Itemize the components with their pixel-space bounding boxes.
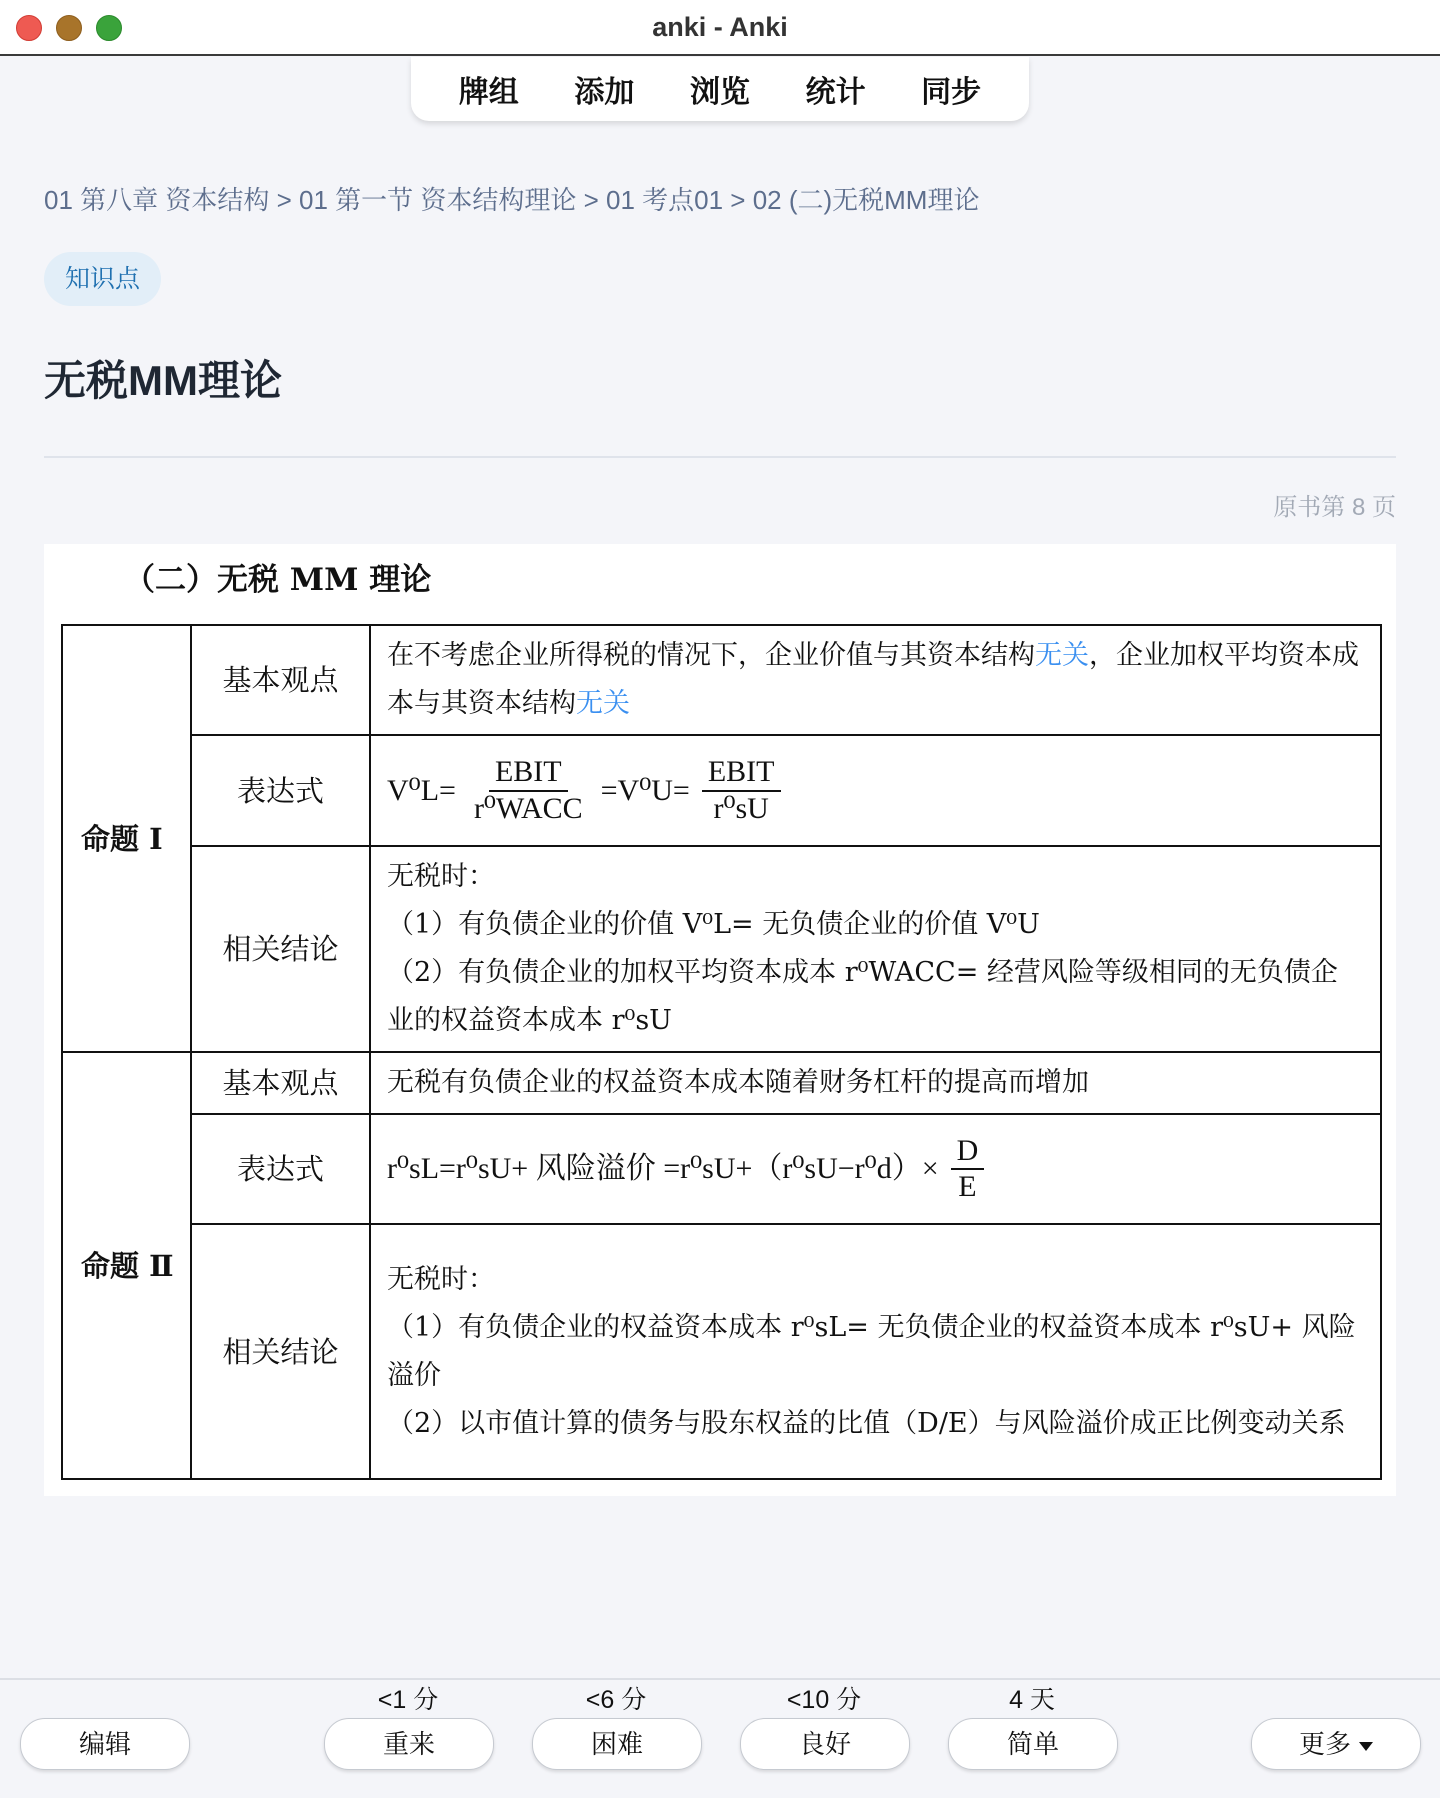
row-label-conclusion: 相关结论 <box>191 1224 370 1479</box>
prop1-conclusion <box>370 846 1381 1052</box>
window-titlebar <box>0 0 1440 56</box>
prop1-basic-text-2: ，企业加权平均资本成本与其资本结构 <box>387 640 1359 719</box>
proposition-2-label: 命题 Ⅱ <box>62 1052 191 1479</box>
good-interval: <10 分 <box>786 1686 862 1714</box>
card-tag: 知识点 <box>44 252 161 306</box>
row-label-expression: 表达式 <box>191 735 370 846</box>
conclusion-line: （2）以市值计算的债务与股东权益的比值（D/E）与风险溢价成正比例变动关系 <box>387 1407 1346 1439</box>
textbook-scan <box>44 544 1396 1496</box>
table-row <box>62 625 1381 735</box>
card-title: 无税MM理论 <box>44 357 282 404</box>
easy-button[interactable]: 简单 <box>948 1718 1118 1770</box>
prop2-basic-view: 无税有负债企业的权益资本成本随着财务杠杆的提高而增加 <box>370 1052 1381 1114</box>
conclusion-line: （2）有负债企业的加权平均资本成本 r⁰WACC= 经营风险等级相同的无负债企业的权益资本成本 r⁰sU <box>387 957 1338 1036</box>
breadcrumb: 01 第八章 资本结构 > 01 第一节 资本结构理论 > 01 考点01 > 02 (二)无税MM理论 <box>44 185 980 215</box>
row-label-basic-view: 基本观点 <box>191 625 370 735</box>
row-label-conclusion: 相关结论 <box>191 846 370 1052</box>
fraction-numerator: EBIT <box>489 755 568 792</box>
row-label-basic-view: 基本观点 <box>191 1052 370 1114</box>
prop1-expression <box>370 735 1381 846</box>
row-label-expression: 表达式 <box>191 1114 370 1224</box>
proposition-1-label: 命题 Ⅰ <box>62 625 191 1052</box>
mm-theory-table <box>61 624 1382 1480</box>
fraction-numerator: EBIT <box>702 755 781 792</box>
prop2-conclusion <box>370 1224 1381 1479</box>
table-row <box>62 735 1381 846</box>
prop2-expression <box>370 1114 1381 1224</box>
prop1-basic-view <box>370 625 1381 735</box>
scan-title: （二）无税 MM 理论 <box>124 562 432 598</box>
again-interval: <1 分 <box>377 1686 439 1714</box>
edit-button[interactable]: 编辑 <box>20 1718 190 1770</box>
conclusion-line: 无税时： <box>387 861 495 892</box>
fraction-denominator: r⁰WACC <box>473 791 583 825</box>
caret-down-icon <box>1359 1742 1373 1751</box>
conclusion-line: （1）有负债企业的权益资本成本 r⁰sL= 无负债企业的权益资本成本 r⁰sU+ 风险溢价 <box>387 1311 1356 1391</box>
nav-add[interactable]: 添加 <box>574 76 635 109</box>
more-button[interactable] <box>1251 1718 1421 1770</box>
prop1-basic-highlight-1: 无关 <box>1035 640 1089 671</box>
fraction-ebit-rsu <box>702 755 781 826</box>
easy-interval: 4 天 <box>1009 1686 1055 1714</box>
hard-button[interactable]: 困难 <box>532 1718 702 1770</box>
nav-stats[interactable]: 统计 <box>805 76 866 109</box>
fraction-ebit-wacc <box>468 755 589 826</box>
fraction-denominator: E <box>958 1170 977 1203</box>
again-button[interactable]: 重来 <box>324 1718 494 1770</box>
nav-sync[interactable]: 同步 <box>921 76 982 109</box>
hard-interval: <6 分 <box>585 1686 647 1714</box>
table-row <box>62 1052 1381 1114</box>
review-bottom-bar <box>0 1678 1440 1798</box>
conclusion-line: （1）有负债企业的价值 V⁰L= 无负债企业的价值 V⁰U <box>387 909 1040 940</box>
table-row <box>62 846 1381 1052</box>
fraction-d-over-e <box>951 1134 985 1205</box>
top-navigation <box>411 57 1029 121</box>
formula-v-u: =V⁰U= <box>600 773 690 807</box>
prop1-basic-highlight-2: 无关 <box>576 688 630 719</box>
nav-decks[interactable]: 牌组 <box>458 76 519 109</box>
good-button[interactable]: 良好 <box>740 1718 910 1770</box>
table-row <box>62 1224 1381 1479</box>
page-reference: 原书第 8 页 <box>1273 494 1396 521</box>
prop1-basic-text-1: 在不考虑企业所得税的情况下，企业价值与其资本结构 <box>387 640 1035 671</box>
fraction-numerator: D <box>951 1134 985 1171</box>
fraction-denominator: r⁰sU <box>713 791 769 825</box>
more-label: 更多 <box>1298 1729 1351 1759</box>
table-row <box>62 1114 1381 1224</box>
divider <box>44 456 1396 458</box>
formula-r-sl: r⁰sL=r⁰sU+ 风险溢价 =r⁰sU+（r⁰sU−r⁰d）× <box>387 1152 939 1185</box>
formula-v-l: V⁰L= <box>387 773 456 807</box>
nav-browse[interactable]: 浏览 <box>689 76 750 109</box>
conclusion-line: 无税时： <box>387 1263 495 1295</box>
window-title: anki - Anki <box>652 12 788 42</box>
